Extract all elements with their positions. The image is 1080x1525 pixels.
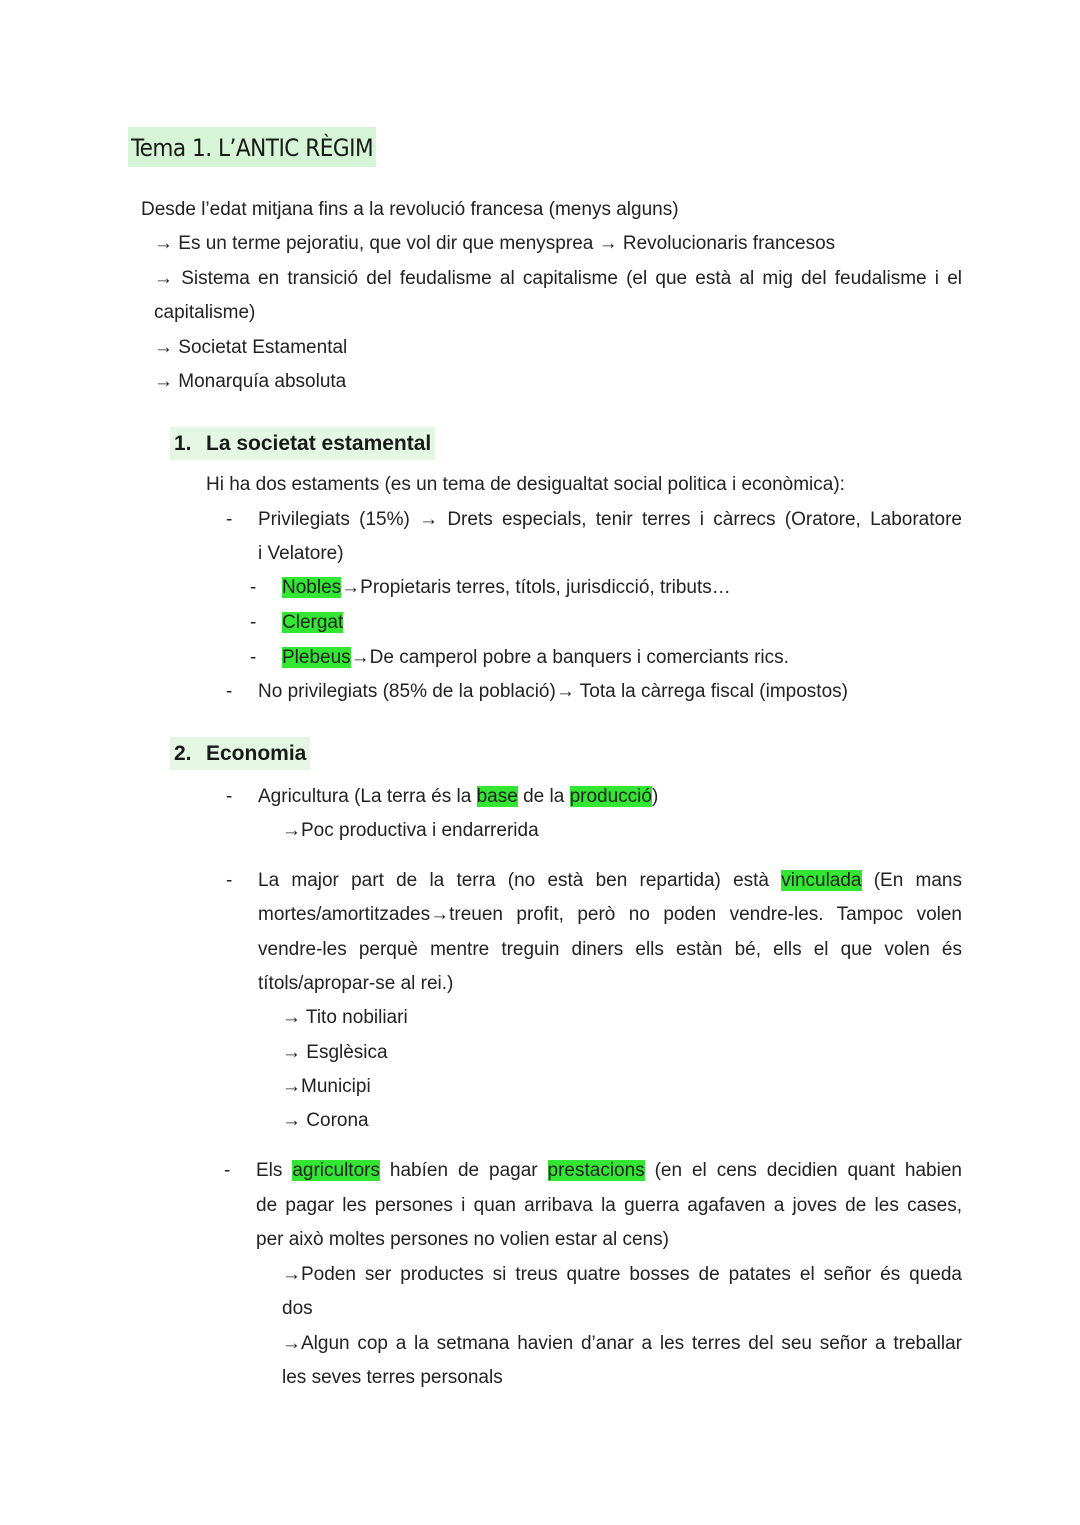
terra-type-3: →Municipi [282, 1076, 371, 1097]
intro-arrow-2-line-1: → Sistema en transició del feudalisme al capitalisme (el que està al mig del feudalisme i el [154, 268, 962, 289]
agricultors-line-2: de pagar les persones i quan arribava la guerra agafaven a joves de les cases, [256, 1195, 962, 1216]
intro-arrow-2-line-2: capitalisme) [154, 302, 256, 323]
terra-line-4: títols/apropar-se al rei.) [258, 973, 454, 994]
intro-arrow-4: → Monarquía absoluta [154, 371, 347, 392]
plebeus-item [282, 645, 789, 671]
bullet-dash: - [224, 1160, 231, 1181]
clergat-item [282, 610, 343, 636]
section-2-number: 2. [174, 742, 192, 765]
prestacions-point-2-line-1: →Algun cop a la setmana havien d’anar a les terres del seu señor a treballar [282, 1333, 962, 1354]
highlight-produccio: producció [569, 786, 652, 807]
agricultors-text: habíen de pagar [379, 1160, 548, 1181]
prestacions-point-2-line-2: les seves terres personals [282, 1367, 503, 1388]
terra-text: (En mans [861, 870, 962, 891]
highlight-plebeus: Plebeus [282, 647, 351, 668]
terra-line-2: mortes/amortitzades→treuen profit, però no poden vendre-les. Tampoc volen [258, 904, 962, 925]
terra-line-1 [258, 868, 962, 894]
highlight-nobles: Nobles [282, 577, 342, 598]
section-1-title: La societat estamental [206, 432, 432, 455]
terra-type-4: → Corona [282, 1110, 369, 1131]
section-1-heading [170, 427, 435, 460]
section-1-number: 1. [174, 432, 192, 455]
highlight-prestacions: prestacions [547, 1160, 645, 1181]
highlight-vinculada: vinculada [781, 870, 862, 891]
terra-line-3: vendre-les perquè mentre treguin diners ells estàn bé, ells el que volen és [258, 939, 962, 960]
agricultura-text: de la [517, 786, 570, 807]
agricultura-item [258, 784, 658, 810]
bullet-dash: - [226, 509, 233, 530]
intro-arrow-1: → Es un terme pejoratiu, que vol dir que menysprea → Revolucionaris francesos [154, 233, 836, 254]
page-title: Tema 1. L’ANTIC RÈGIM [128, 127, 376, 167]
intro-line: Desde l’edat mitjana fins a la revolució francesa (menys alguns) [141, 199, 679, 220]
no-privilegiats-item: No privilegiats (85% de la població)→ Tota la càrrega fiscal (impostos) [258, 681, 848, 702]
agricultura-text: ) [651, 786, 659, 807]
agricultors-text: (en el cens decidien quant habien [644, 1160, 962, 1181]
nobles-description: →Propietaris terres, títols, jurisdicció, tributs… [341, 577, 731, 598]
agricultors-line-1 [256, 1158, 962, 1184]
bullet-dash: - [250, 612, 257, 633]
privilegiats-line-1: Privilegiats (15%) → Drets especials, tenir terres i càrrecs (Oratore, Laboratore [258, 509, 962, 530]
privilegiats-line-2: i Velatore) [258, 543, 344, 564]
terra-type-2: → Esglèsica [282, 1042, 388, 1063]
highlight-base: base [476, 786, 518, 807]
highlight-clergat: Clergat [282, 612, 344, 633]
section-2-heading [170, 737, 310, 770]
prestacions-point-1-line-2: dos [282, 1298, 313, 1319]
highlight-agricultors: agricultors [292, 1160, 380, 1181]
nobles-item [282, 575, 731, 601]
agricultura-text: Agricultura (La terra és la [258, 786, 477, 807]
terra-type-1: → Tito nobiliari [282, 1007, 408, 1028]
prestacions-point-1-line-1: →Poden ser productes si treus quatre bosses de patates el señor és queda [282, 1264, 962, 1285]
bullet-dash: - [226, 786, 233, 807]
bullet-dash: - [226, 870, 233, 891]
intro-arrow-3: → Societat Estamental [154, 337, 348, 358]
agricultors-text: Els [256, 1160, 293, 1181]
bullet-dash: - [250, 647, 257, 668]
plebeus-description: →De camperol pobre a banquers i comerciants rics. [350, 647, 789, 668]
section-1-intro: Hi ha dos estaments (es un tema de desigualtat social politica i econòmica): [206, 474, 845, 495]
bullet-dash: - [226, 681, 233, 702]
agricultors-line-3: per això moltes persones no volien estar al cens) [256, 1229, 669, 1250]
agricultura-sub: →Poc productiva i endarrerida [282, 820, 539, 841]
terra-text: La major part de la terra (no està ben repartida) està [258, 870, 782, 891]
bullet-dash: - [250, 577, 257, 598]
section-2-title: Economia [206, 742, 307, 765]
